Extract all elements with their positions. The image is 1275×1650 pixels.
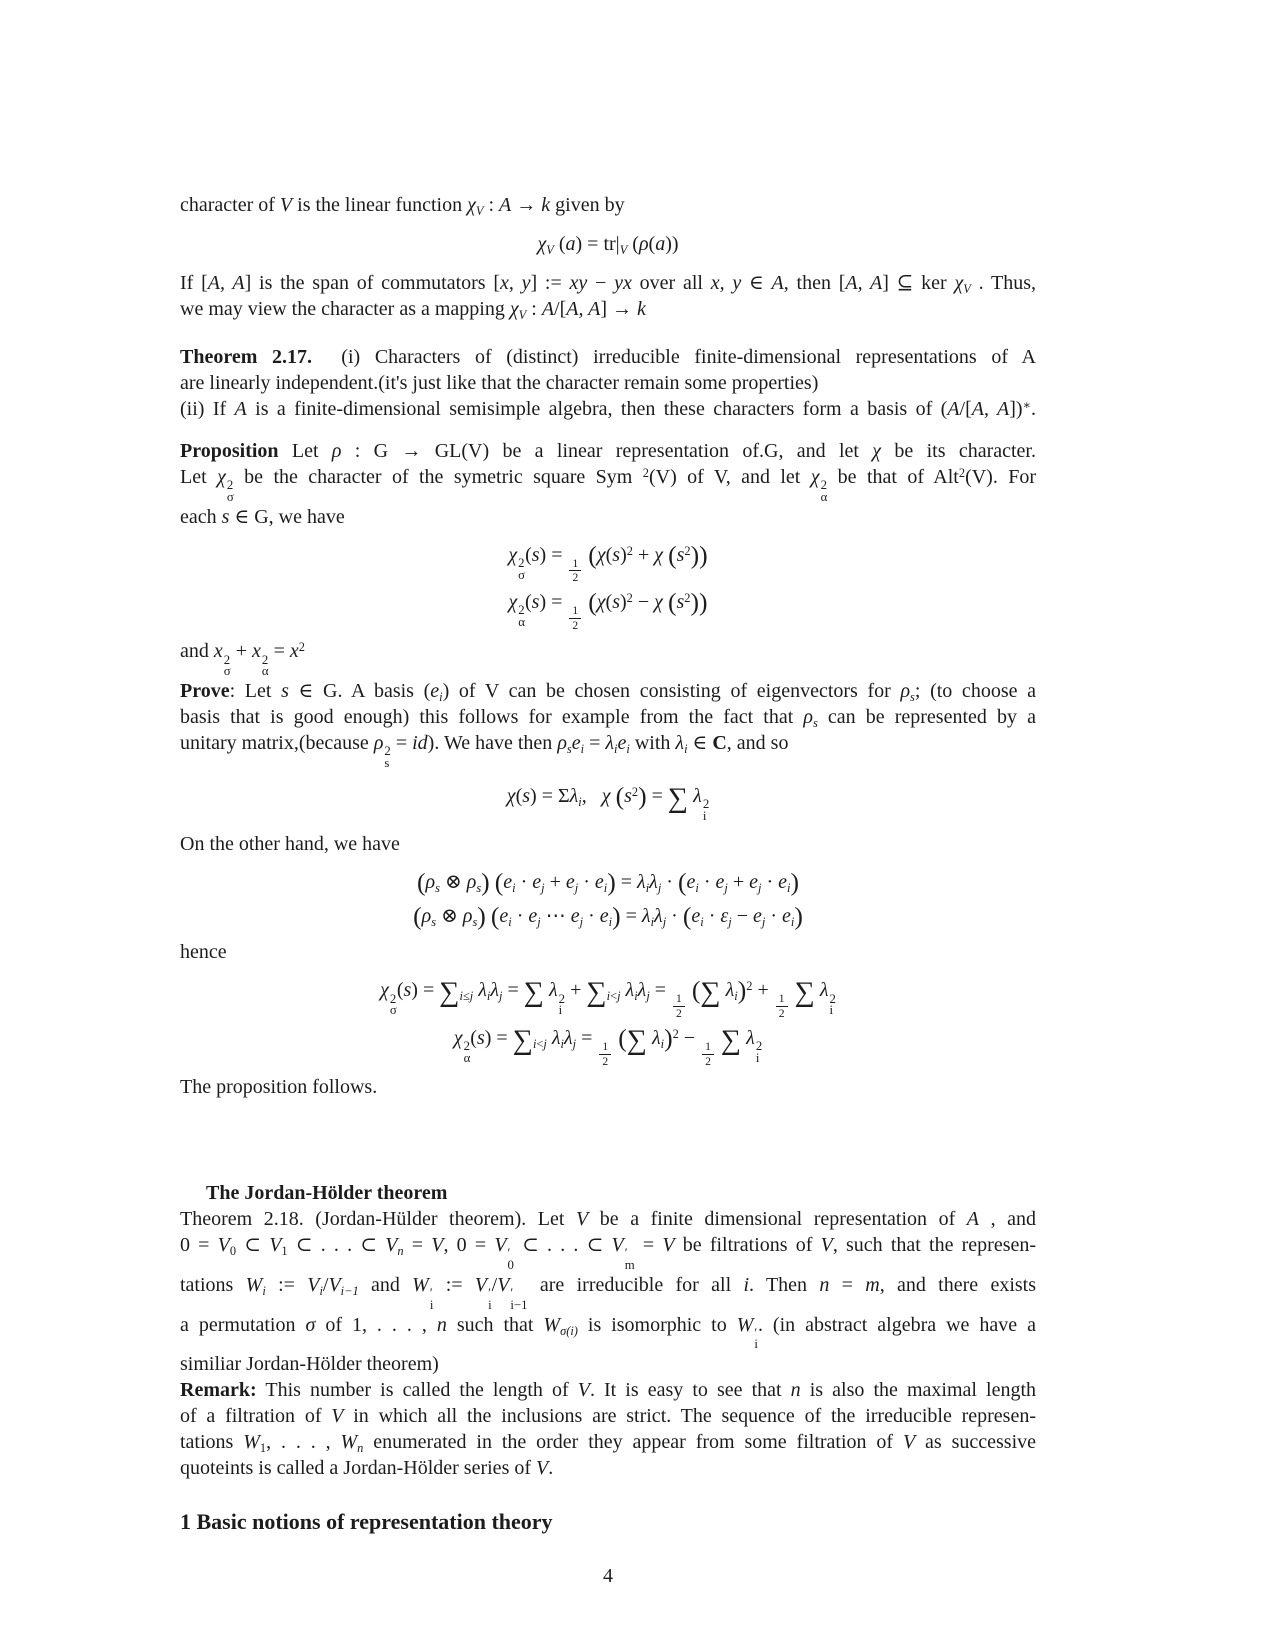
paragraph-line: Prove: Let s ∈ G. A basis $(e_i)$ of V can be chosen consisting of eigenvectors for $\rho_s$; (to choose a: [180, 680, 1036, 705]
equation-line: χ 2 α (s) = $\frac{1}{2}$ ($\chi(s)^2 - \chi$ $(s^2)$): [508, 587, 708, 632]
paragraph-line: quoteints is called a Jordan-Hölder series of V.: [180, 1457, 554, 1480]
paragraph-line: Proposition Let ρ : G → GL(V) be a linear representation of.G, and let χ be its character.: [180, 440, 1036, 462]
paragraph-line: tations $W_i$ := $V_i/V_{i-1}$ and W ′ i := V ′ i /V ′ i−1 are irreducible for all i. Then n = m, and there exists: [180, 1273, 1036, 1312]
paragraph-line: basis that is good enough) this follows for example from the fact that $\rho_s$ can be represented by a: [180, 706, 1036, 731]
paragraph-commutators: [180, 270, 1036, 322]
paragraph-line: If [A, A] is the span of commutators [x, y] := xy − yx over all x, y ∈ A, then [A, A] ⊆ ker $\chi_V$ . Thus,: [180, 272, 1037, 296]
paragraph-line: of a filtration of V in which all the inclusions are strict. The sequence of the irreducible represen-: [180, 1405, 1036, 1428]
paragraph-line: and x 2 σ + x 2 α = $x^2$: [180, 640, 305, 679]
equation-line: ($\rho_s$ ⊗ $\rho_s$) ($e_i \cdot e_j$ ⋯ $e_j \cdot e_i) = \lambda_i\lambda_j \cdot (e_i \cdot \varepsilon_j - e_j \cdot e_i)$: [413, 901, 803, 931]
intro-line: character of V is the linear function $\chi_V$ : A → k given by: [180, 194, 625, 218]
paragraph-line: (ii) If A is a finite-dimensional semisimple algebra, then these characters form a basis of (A/[A, A])∗.: [180, 397, 1036, 420]
paragraph-line: we may view the character as a mapping $\chi_V$ : A/[A, A] → k: [180, 298, 646, 322]
page-number: 4: [603, 1565, 613, 1588]
theorem-2-18: [180, 1206, 1036, 1377]
page-content: [180, 192, 1036, 1589]
equation-line: χ 2 α $(s) = \sum_{i<j}$ $\lambda_i\lambda_j$ = $\frac{1}{2}$ (∑ $\lambda_i)^2$ − $\frac{1}{2}$ ∑ λ 2 i: [453, 1023, 763, 1068]
equation-lambda-sums: [180, 973, 1036, 1068]
equation-tensor-action: [180, 865, 1036, 933]
equation-line: χ 2 σ $(s) = \sum_{i\le j}$ $\lambda_i\lambda_j$ = ∑ λ 2 i + $\sum_{i<j}$ $\lambda_i\lambda_j$ = $\frac{1}{2}$ (∑ $\lambda_i)^2$ + $\frac{1}{2}$ ∑ λ 2 i: [380, 975, 836, 1021]
paragraph-line: Remark: This number is called the length of V. It is easy to see that n is also the maximal length: [180, 1379, 1036, 1402]
proposition-follows-line: The proposition follows.: [180, 1076, 378, 1099]
equation-eigenvalue-sums: $\chi(s) = \Sigma\lambda_i$, χ $(s^2)$ = ∑ λ 2 i: [506, 781, 710, 823]
paragraph-line: Theorem 2.17. (i) Characters of (distinct) irreducible finite-dimensional representations of A: [180, 346, 1036, 368]
paragraph-line: Theorem 2.18. (Jordan-Hülder theorem). Let V be a finite dimensional representation of A , and: [180, 1208, 1037, 1231]
paragraph-line: tations $W_1$, . . . , $W_n$ enumerated in the order they appear from some filtration of V as successive: [180, 1431, 1037, 1456]
equation-sym-alt-characters: [180, 538, 1036, 633]
equation-line: χ 2 σ (s) = $\frac{1}{2}$ ($\chi(s)^2 + \chi$ $(s^2)$): [508, 540, 708, 585]
remark-paragraph: [180, 1377, 1036, 1481]
theorem-2-17: [180, 344, 1036, 422]
jordan-holder-heading: The Jordan-Hölder theorem: [206, 1182, 448, 1205]
paragraph-line: $0 = V_0$ ⊂ $V_1$ ⊂ . . . ⊂ $V_n = V$, 0 = V ′ 0 ⊂ . . . ⊂ V ′ m = V be filtrations of V, such that the represen-: [180, 1234, 1037, 1273]
paragraph-line: are linearly independent.(it's just like that the character remain some properties): [180, 372, 819, 394]
hence-line: hence: [180, 941, 227, 964]
equation-line: ($\rho_s$ ⊗ $\rho_s$) $(e_i \cdot e_j + e_j \cdot e_i) = \lambda_i\lambda_j \cdot (e_i \cdot e_j + e_j \cdot e_i)$: [416, 867, 800, 897]
other-hand-line: On the other hand, we have: [180, 833, 400, 856]
paragraph-line: unitary matrix,(because ρ 2 s = id). We have then $\rho_se_i = \lambda_ie_i$ with $\lambda_i$ ∈ C, and so: [180, 732, 789, 770]
paragraph-line: Let χ 2 σ be the character of the symetric square Sym $^2$(V) of V, and let χ 2 α be that of Alt$^2$(V). For: [180, 465, 1037, 504]
section-heading: 1 Basic notions of representation theory: [180, 1509, 553, 1535]
proof-paragraph: [180, 638, 1036, 769]
paragraph-line: each s ∈ G, we have: [180, 505, 345, 528]
equation-character-trace: $\chi_V$ $(a) = tr|_V$ (ρ(a)): [537, 233, 679, 257]
paragraph-line: similiar Jordan-Hölder theorem): [180, 1353, 439, 1376]
paragraph-line: a permutation σ of 1, . . . , n such that $W_{\sigma(i)}$ is isomorphic to W ′ i . (in abstract algebra we have a: [180, 1313, 1036, 1352]
proposition: [180, 438, 1036, 530]
